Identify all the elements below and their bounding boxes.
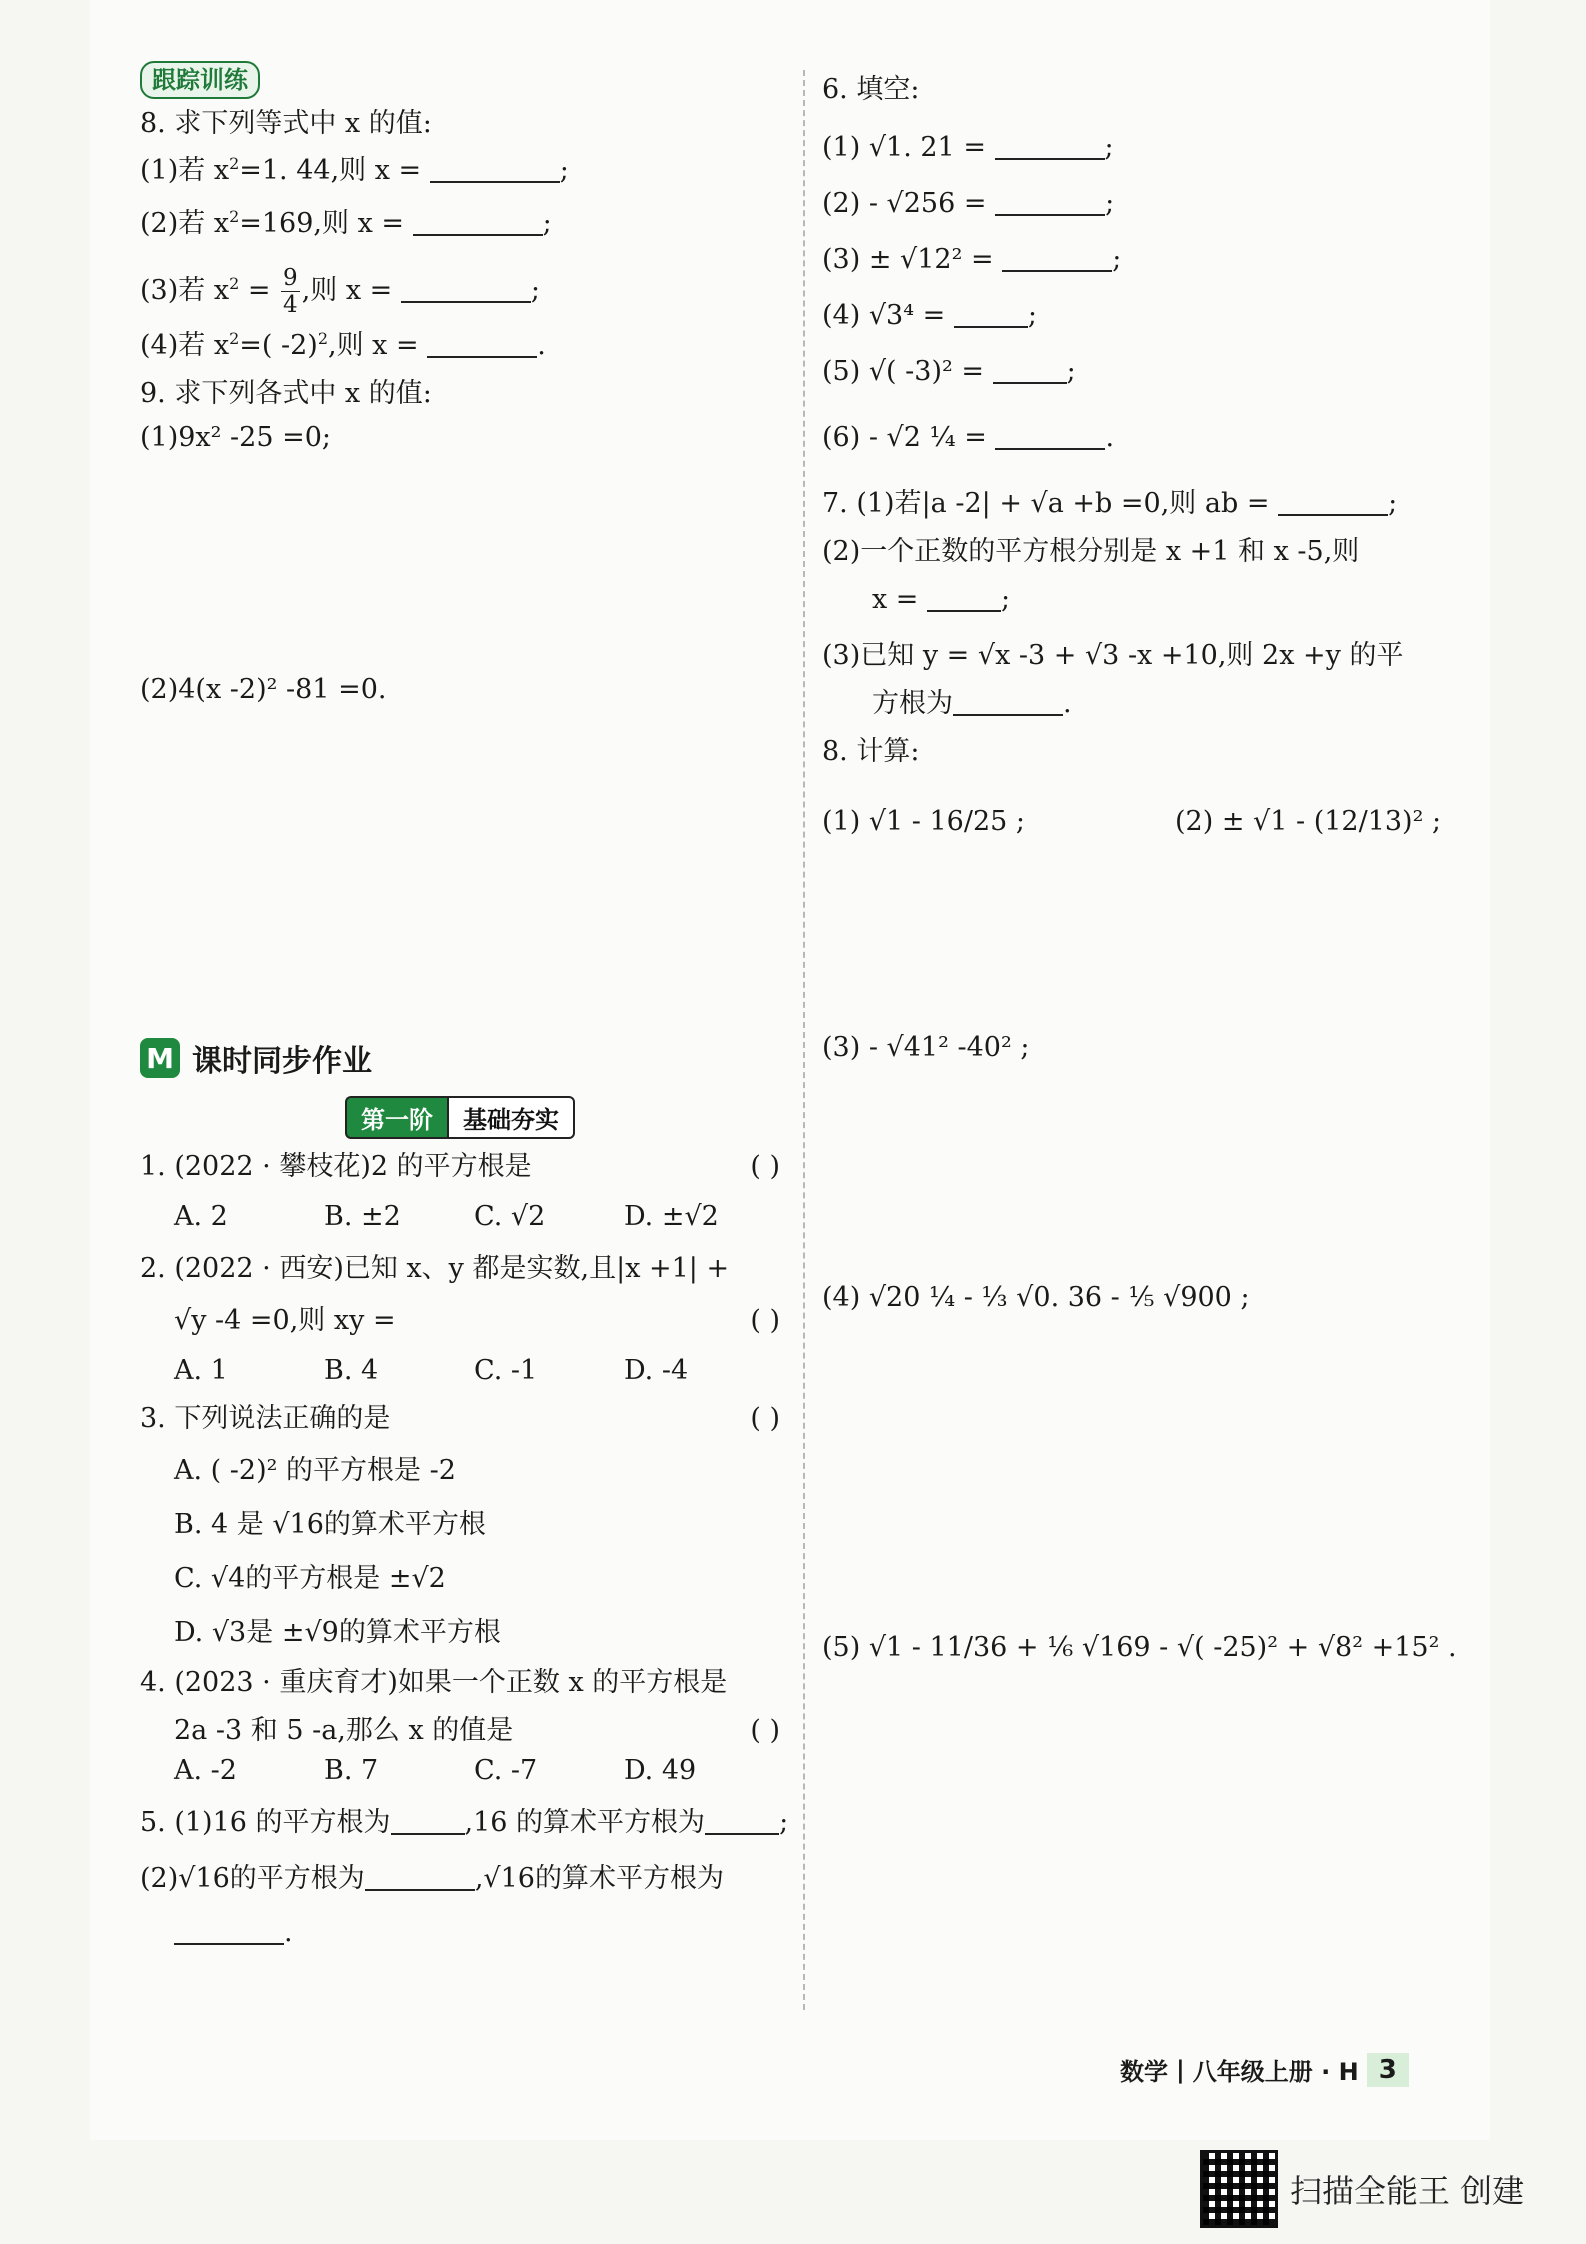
q3-stem: 3. 下列说法正确的是 ( ) [140, 1403, 780, 1434]
q8-calc-part5: (5) √1 - 11/36 + ⅙ √169 - √( -25)² + √8² +15² . [822, 1632, 1457, 1663]
left-column [140, 60, 789, 1953]
work-space [140, 458, 780, 670]
track-training-badge: 跟踪训练 [140, 61, 260, 99]
option-a[interactable]: A. 2 [174, 1201, 228, 1232]
q6-part5: (5) √( -3)² = ; [822, 356, 1076, 387]
stage-badge [140, 1096, 780, 1139]
q3-option-d[interactable]: D. √3是 ±√9的算术平方根 [174, 1617, 501, 1648]
q7-part3: (3)已知 y = √x -3 + √3 -x +10,则 2x +y 的平 [822, 640, 1404, 671]
scanner-watermark [1200, 2150, 1524, 2228]
q5-part2-blank: . [140, 1913, 780, 1953]
q4-stem-2: 2a -3 和 5 -a,那么 x 的值是 ( ) [174, 1715, 780, 1746]
page-number: 3 [1367, 2053, 1409, 2087]
answer-blank[interactable] [993, 355, 1067, 384]
q9-title: 9. 求下列各式中 x 的值: [140, 378, 432, 409]
q6-part1: (1) √1. 21 = ; [822, 132, 1114, 163]
q2-stem: 2. (2022 · 西安)已知 x、y 都是实数,且|x +1| + [140, 1253, 730, 1284]
page-footer [1120, 2052, 1409, 2087]
option-d[interactable]: D. ±√2 [624, 1201, 719, 1232]
answer-blank[interactable] [705, 1806, 779, 1835]
q2-options [140, 1351, 780, 1391]
fraction: $\frac{9}{4}$ [283, 265, 298, 318]
work-space [822, 842, 1482, 1028]
q8-part4: (4)若 $x^2=$( -2)$^2$,则 x = . [140, 329, 546, 361]
q8-calc-row1 [822, 802, 1482, 842]
section-header [140, 1036, 780, 1080]
q8-calc-part4: (4) √20 ¼ - ⅓ √0. 36 - ⅕ √900 ; [822, 1282, 1250, 1313]
option-a[interactable]: A. 1 [174, 1355, 228, 1386]
footer-separator: | [1176, 2055, 1185, 2084]
answer-blank[interactable] [1002, 243, 1112, 272]
q5-part1: 5. (1)16 的平方根为 ,16 的算术平方根为 ; [140, 1807, 789, 1838]
q8-part2: (2)若 $x^2=169$,则 x = ; [140, 207, 552, 239]
stage-name: 基础夯实 [447, 1096, 575, 1139]
footer-grade: 八年级上册 · H [1192, 2058, 1359, 2086]
option-d[interactable]: D. -4 [624, 1355, 689, 1386]
q2-stem-2: √y -4 =0,则 xy = ( ) [174, 1305, 780, 1336]
q8-title: 8. 求下列等式中 x 的值: [140, 108, 432, 139]
q7-part2: (2)一个正数的平方根分别是 x +1 和 x -5,则 [822, 536, 1360, 567]
q6-part2: (2) - √256 = ; [822, 188, 1115, 219]
option-b[interactable]: B. ±2 [324, 1201, 401, 1232]
option-d[interactable]: D. 49 [624, 1755, 697, 1786]
answer-blank[interactable] [413, 207, 543, 236]
work-space [822, 1068, 1482, 1278]
q8-part1: (1)若 $x^2=1$. 44,则 x = ; [140, 154, 569, 186]
q8-calc-part3: (3) - √41² -40² ; [822, 1032, 1030, 1063]
q3-option-b[interactable]: B. 4 是 √16的算术平方根 [174, 1509, 486, 1540]
answer-blank[interactable] [927, 583, 1001, 612]
answer-blank[interactable] [174, 1916, 284, 1945]
q8-part3: (3)若 $x^2$ = $\frac{9}{4}$ ,则 x = ; [140, 265, 540, 318]
q3-option-a[interactable]: A. ( -2)² 的平方根是 -2 [174, 1455, 456, 1486]
q6-part3: (3) ± √12² = ; [822, 244, 1122, 275]
q8-calc-title: 8. 计算: [822, 736, 920, 767]
answer-blank[interactable] [954, 299, 1028, 328]
section-title: 课时同步作业 [192, 1044, 372, 1079]
option-c[interactable]: C. -1 [474, 1355, 538, 1386]
answer-blank[interactable] [995, 187, 1105, 216]
section-icon: M [140, 1038, 180, 1078]
option-b[interactable]: B. 7 [324, 1755, 379, 1786]
work-space [822, 1318, 1482, 1628]
q8-calc-part1: (1) √1 - 16/25 ; [822, 806, 1025, 837]
answer-blank[interactable] [1278, 487, 1388, 516]
footer-subject: 数学 [1120, 2058, 1168, 2086]
right-column [822, 60, 1482, 1668]
option-b[interactable]: B. 4 [324, 1355, 379, 1386]
answer-blank[interactable] [427, 329, 537, 358]
q7-part2-answer: x = ; [872, 584, 1011, 615]
q1-options [140, 1197, 780, 1237]
answer-blank[interactable] [995, 421, 1105, 450]
q7-part3-answer: 方根为 . [872, 688, 1072, 719]
q4-options [140, 1751, 780, 1791]
answer-blank[interactable] [365, 1862, 475, 1891]
q4-stem: 4. (2023 · 重庆育才)如果一个正数 x 的平方根是 [140, 1667, 728, 1698]
qr-code-icon [1200, 2150, 1278, 2228]
answer-blank[interactable] [391, 1806, 465, 1835]
q8-calc-part2: (2) ± √1 - (12/13)² ; [1175, 806, 1442, 837]
answer-blank[interactable] [430, 154, 560, 183]
q5-part2: (2)√16的平方根为 ,√16的算术平方根为 [140, 1863, 724, 1894]
column-divider [803, 70, 805, 2010]
answer-blank[interactable] [995, 131, 1105, 160]
option-a[interactable]: A. -2 [174, 1755, 237, 1786]
q7-part1: 7. (1)若|a -2| + √a +b =0,则 ab = ; [822, 488, 1398, 519]
scanner-text: 扫描全能王 创建 [1290, 2172, 1525, 2210]
work-space [140, 710, 780, 1010]
answer-blank[interactable] [401, 274, 531, 303]
q6-part4: (4) √3⁴ = ; [822, 300, 1037, 331]
answer-blank[interactable] [953, 687, 1063, 716]
q3-option-c[interactable]: C. √4的平方根是 ±√2 [174, 1563, 446, 1594]
q6-part6: (6) - √2 ¼ = . [822, 422, 1115, 453]
q6-title: 6. 填空: [822, 74, 920, 105]
q1-stem: 1. (2022 · 攀枝花)2 的平方根是 ( ) [140, 1151, 780, 1182]
q9-part2: (2)4(x -2)² -81 =0. [140, 674, 387, 705]
q9-part1: (1)9x² -25 =0; [140, 422, 332, 453]
option-c[interactable]: C. √2 [474, 1201, 546, 1232]
stage-level: 第一阶 [345, 1096, 447, 1139]
option-c[interactable]: C. -7 [474, 1755, 538, 1786]
